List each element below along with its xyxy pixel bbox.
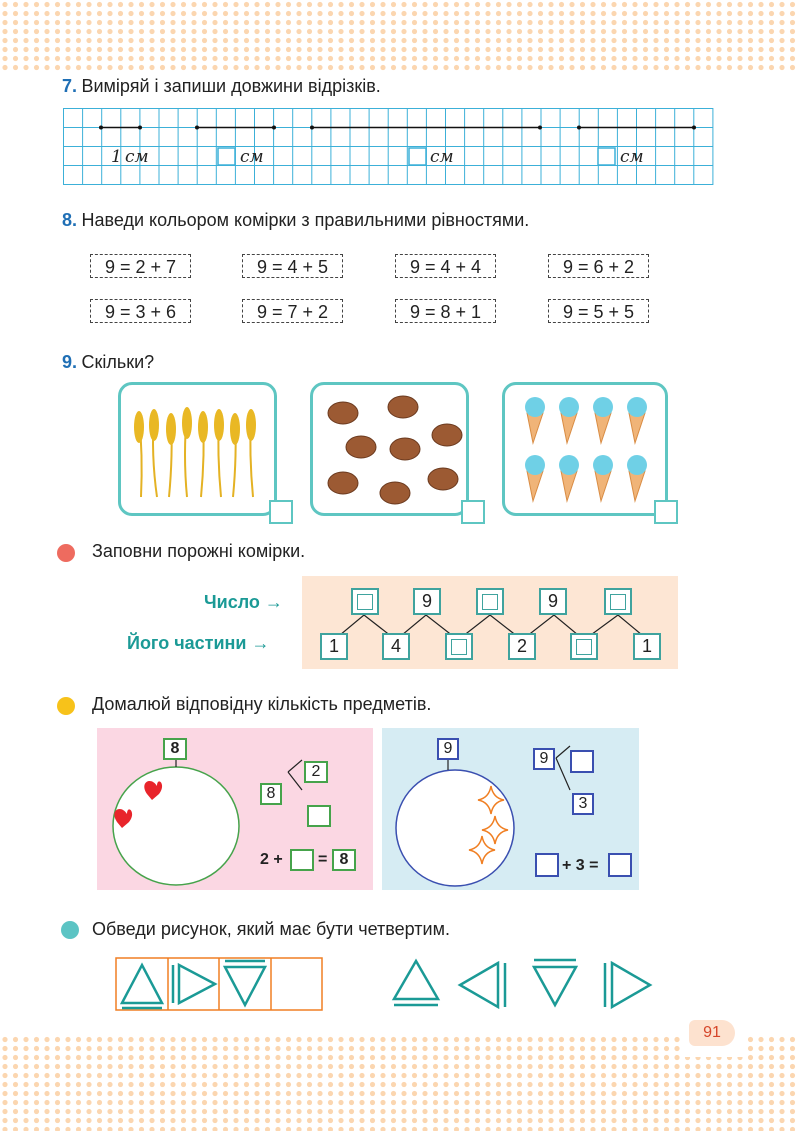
circle-heading: [92, 919, 450, 940]
red-bullet-icon: [57, 544, 75, 562]
yellow-bullet-icon: [57, 697, 75, 715]
part-box[interactable]: 1: [320, 633, 348, 660]
grid-measure-area[interactable]: [63, 108, 714, 185]
part-box[interactable]: 4: [382, 633, 410, 660]
equation-cell[interactable]: 9 = 4 + 5: [242, 254, 343, 278]
icecream-card: [502, 382, 668, 516]
walnut-answer-box[interactable]: [461, 500, 485, 524]
left-eq-result: 8: [332, 849, 356, 871]
seg2-unit: см: [240, 147, 264, 167]
left-eq-left: 2 +: [260, 851, 283, 868]
circle-text: Обведи рисунок, який має бути четвертим.: [92, 919, 450, 939]
answer-box-4: [598, 148, 615, 165]
seg3-unit: см: [430, 147, 454, 167]
wheat-answer-box[interactable]: [269, 500, 293, 524]
answer-options[interactable]: [388, 955, 658, 1011]
page-number: 91: [689, 1020, 735, 1046]
number-box[interactable]: [604, 588, 632, 615]
part-box[interactable]: [570, 633, 598, 660]
left-part-box: 2: [304, 761, 328, 783]
equation-cell[interactable]: 9 = 2 + 7: [90, 254, 191, 278]
task9-heading: [62, 352, 154, 373]
part-box[interactable]: 2: [508, 633, 536, 660]
right-total-box: 9: [437, 738, 459, 760]
task8-number: 8.: [62, 210, 78, 230]
task9-number: 9.: [62, 352, 78, 372]
teal-bullet-icon: [61, 921, 79, 939]
left-empty-part[interactable]: [307, 805, 331, 827]
equation-cell[interactable]: 9 = 6 + 2: [548, 254, 649, 278]
draw-text: Домалюй відповідну кількість предметів.: [92, 694, 432, 714]
label-parts: Його частини →: [127, 633, 270, 653]
bottom-dot-border: [0, 1035, 800, 1131]
walnut-card: [310, 382, 469, 516]
option-triangle-down: [534, 967, 576, 1005]
equation-cell[interactable]: 9 = 4 + 4: [395, 254, 496, 278]
task8-heading: [62, 210, 529, 231]
right-empty-part[interactable]: [570, 750, 594, 773]
part-box[interactable]: 1: [633, 633, 661, 660]
equation-cell[interactable]: 9 = 8 + 1: [395, 299, 496, 323]
equation-cell[interactable]: 9 = 3 + 6: [90, 299, 191, 323]
right-tree-total: 9: [533, 748, 555, 770]
label-number: Число →: [204, 592, 283, 612]
fill-heading: [92, 541, 305, 562]
equation-cell[interactable]: 9 = 7 + 2: [242, 299, 343, 323]
task7-heading: [62, 76, 381, 97]
answer-box-2: [218, 148, 235, 165]
wheat-icon: [121, 385, 274, 513]
top-dot-border: [0, 0, 800, 72]
option-triangle-up: [394, 961, 438, 999]
wheat-card: [118, 382, 277, 516]
answer-box-3: [409, 148, 426, 165]
icecream-answer-box[interactable]: [654, 500, 678, 524]
number-box[interactable]: [351, 588, 379, 615]
icecream-icon: [505, 385, 665, 513]
number-box[interactable]: [476, 588, 504, 615]
task7-number: 7.: [62, 76, 78, 96]
draw-heading: [92, 694, 431, 715]
seg1-unit: см: [125, 147, 149, 167]
left-tree-total: 8: [260, 783, 282, 805]
right-eq-text: + 3 =: [562, 857, 599, 874]
number-box[interactable]: 9: [413, 588, 441, 615]
left-eq-blank[interactable]: [290, 849, 314, 871]
right-eq-blank[interactable]: [535, 853, 559, 877]
left-total-box: 8: [163, 738, 187, 760]
right-eq-result[interactable]: [608, 853, 632, 877]
equation-cell[interactable]: 9 = 5 + 5: [548, 299, 649, 323]
equals-sign: =: [318, 851, 328, 868]
option-triangle-right: [612, 963, 650, 1007]
part-box[interactable]: [445, 633, 473, 660]
task8-text: Наведи кольором комірки з правильними рівностями.: [81, 210, 530, 230]
seg4-unit: см: [620, 147, 644, 167]
right-part-box: 3: [572, 793, 594, 815]
left-draw-panel: [97, 728, 373, 890]
left-circle: [113, 767, 239, 885]
fill-text: Заповни порожні комірки.: [92, 541, 306, 561]
number-box[interactable]: 9: [539, 588, 567, 615]
task7-text: Виміряй і запиши довжини відрізків.: [81, 76, 381, 96]
pattern-sequence: [115, 957, 325, 1011]
task9-text: Скільки?: [81, 352, 155, 372]
right-draw-panel: [382, 728, 639, 890]
number-parts-panel: [302, 576, 678, 669]
option-triangle-left: [460, 963, 498, 1007]
walnut-icon: [313, 385, 466, 513]
right-circle: [396, 770, 514, 886]
seg1-value: 1: [111, 147, 122, 167]
